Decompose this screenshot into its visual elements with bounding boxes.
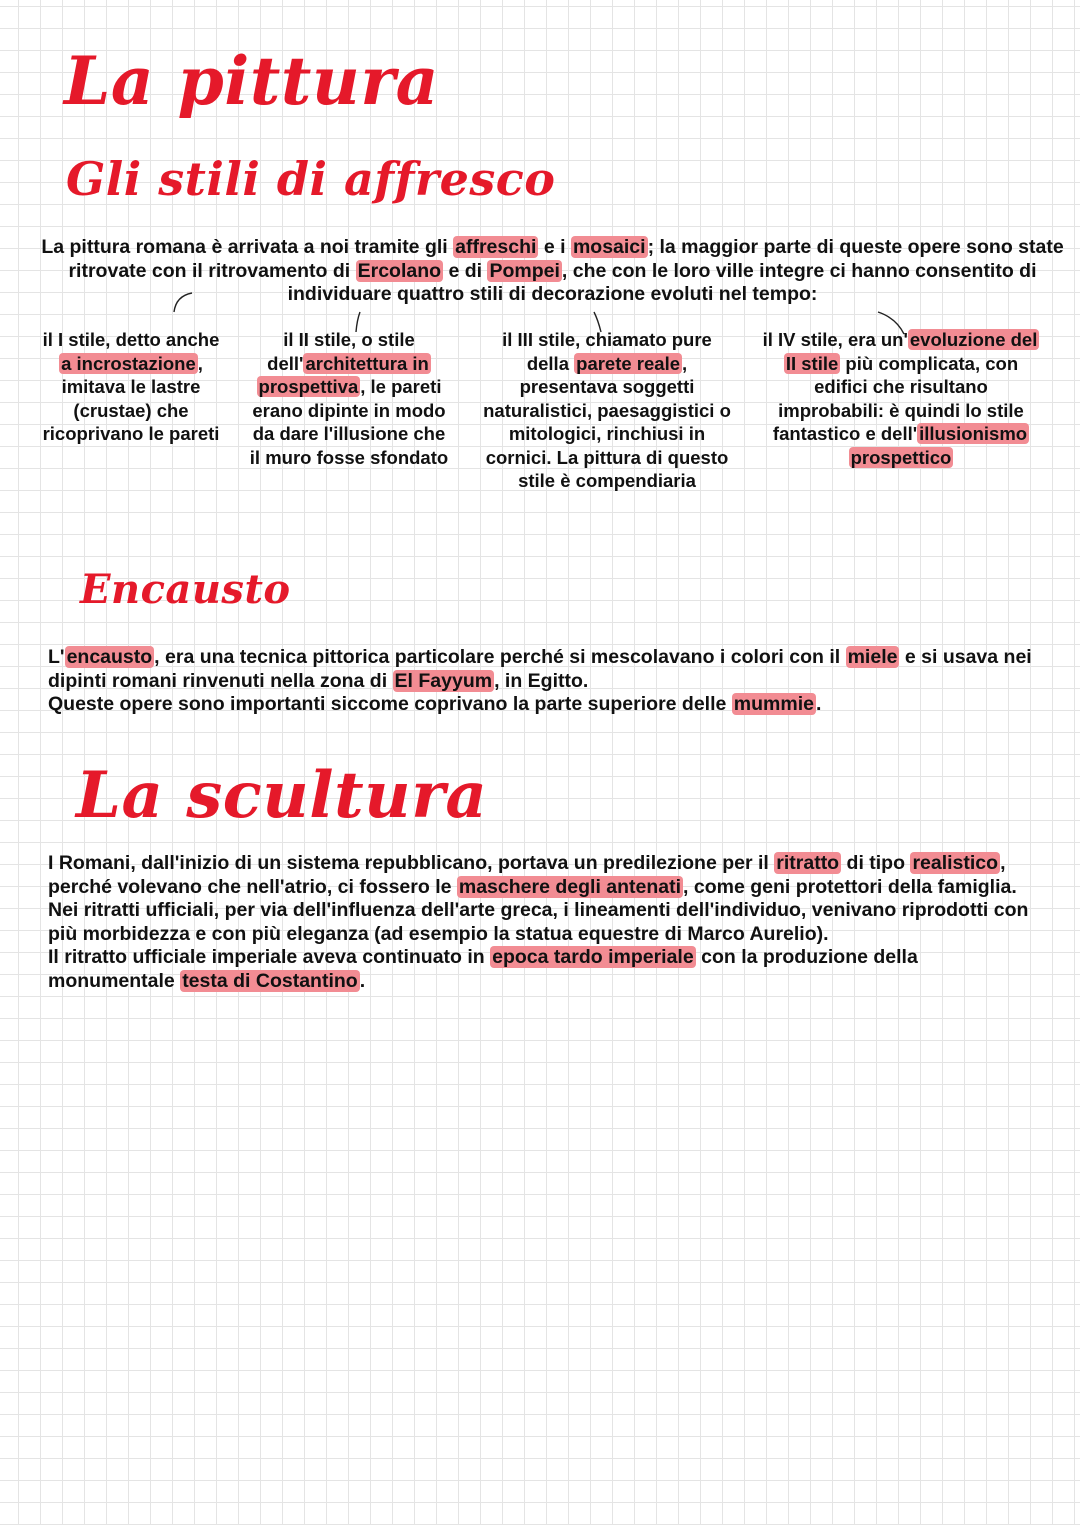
section-title-encausto: Encausto xyxy=(80,566,291,613)
highlighted-keyword: Pompei xyxy=(489,259,560,282)
scultura-paragraph: I Romani, dall'inizio di un sistema repubblicano, portava un predilezione per il ritratto di tipo realistico , perché volevano che nell'atrio, ci fossero le maschere degli antenati , come geni protettori della famiglia. Nei ritratti ufficiali, per via dell'influenza dell'arte greca, i lineamenti dell'individuo, venivano riprodotti con più morbidezza e con più eleganza (ad esempio la statua equestre di Marco Aurelio). Il ritratto ufficiale imperiale aveva continuato in epoca tardo imperiale con la produzione della monumentale testa di Costantino . xyxy=(48,852,1029,992)
highlighted-keyword: evoluzione del II stile xyxy=(785,329,1038,374)
highlighted-keyword: miele xyxy=(847,646,898,668)
highlighted-keyword: El Fayyum xyxy=(394,669,493,692)
stile-4-text: il IV stile, era un' evoluzione del II stile più complicata, con edifici che risultano improbabili: è quindi lo stile fantastico e dell' illusionismo prospettico xyxy=(762,329,1038,468)
highlighted-keyword: epoca tardo imperiale xyxy=(492,946,694,968)
highlighted-keyword: architettura in prospettiva xyxy=(258,352,429,397)
highlighted-keyword: illusionismo prospettico xyxy=(850,423,1028,468)
highlighted-keyword: ritratto xyxy=(776,852,840,874)
highlighted-keyword: realistico xyxy=(912,852,999,874)
bracket-connectors xyxy=(0,0,1080,340)
section-title-scultura: La scultura xyxy=(76,758,488,833)
section-title-stili: Gli stili di affresco xyxy=(66,152,556,206)
encausto-paragraph: L' encausto , era una tecnica pittorica particolare perché si mescolavano i colori con il miele e si usava nei dipinti romani rinvenuti nella zona di El Fayyum , in Egitto. Queste opere sono importanti siccome coprivano la parte superiore delle mummie . xyxy=(48,646,1032,715)
page-title: La pittura xyxy=(64,42,439,120)
highlighted-keyword: mummie xyxy=(733,693,814,715)
highlighted-keyword: Ercolano xyxy=(357,259,442,282)
highlighted-keyword: a incrostazione xyxy=(61,352,196,374)
stile-3-text: il III stile, chiamato pure della parete reale , presentava soggetti naturalistici, paesaggistici o mitologici, rinchiusi in cornici. La pittura di questo stile è compendiaria xyxy=(483,329,731,491)
highlighted-keyword: testa di Costantino xyxy=(182,969,358,992)
bracket-stile-1 xyxy=(174,293,192,312)
stile-2-text: il II stile, o stile dell' architettura in prospettiva , le pareti erano dipinte in modo da dare l'illusione che il muro fosse sfondato xyxy=(249,329,449,468)
highlighted-keyword: encausto xyxy=(66,646,153,668)
highlighted-keyword: maschere degli antenati xyxy=(458,875,682,898)
highlighted-keyword: mosaici xyxy=(572,236,646,258)
intro-paragraph: La pittura romana è arrivata a noi tramite gli affreschi e i mosaici ; la maggior parte di queste opere sono state ritrovate con il ritrovamento di Ercolano e di Pompei , che con le loro ville integre ci hanno consentito di individuare quattro stili di decorazione evoluti nel tempo: xyxy=(41,236,1064,305)
highlighted-keyword: affreschi xyxy=(455,236,537,258)
highlighted-keyword: parete reale xyxy=(576,352,681,374)
stile-1-text: il I stile, detto anche a incrostazione , imitava le lastre (crustae) che ricoprivano le pareti xyxy=(42,329,220,444)
